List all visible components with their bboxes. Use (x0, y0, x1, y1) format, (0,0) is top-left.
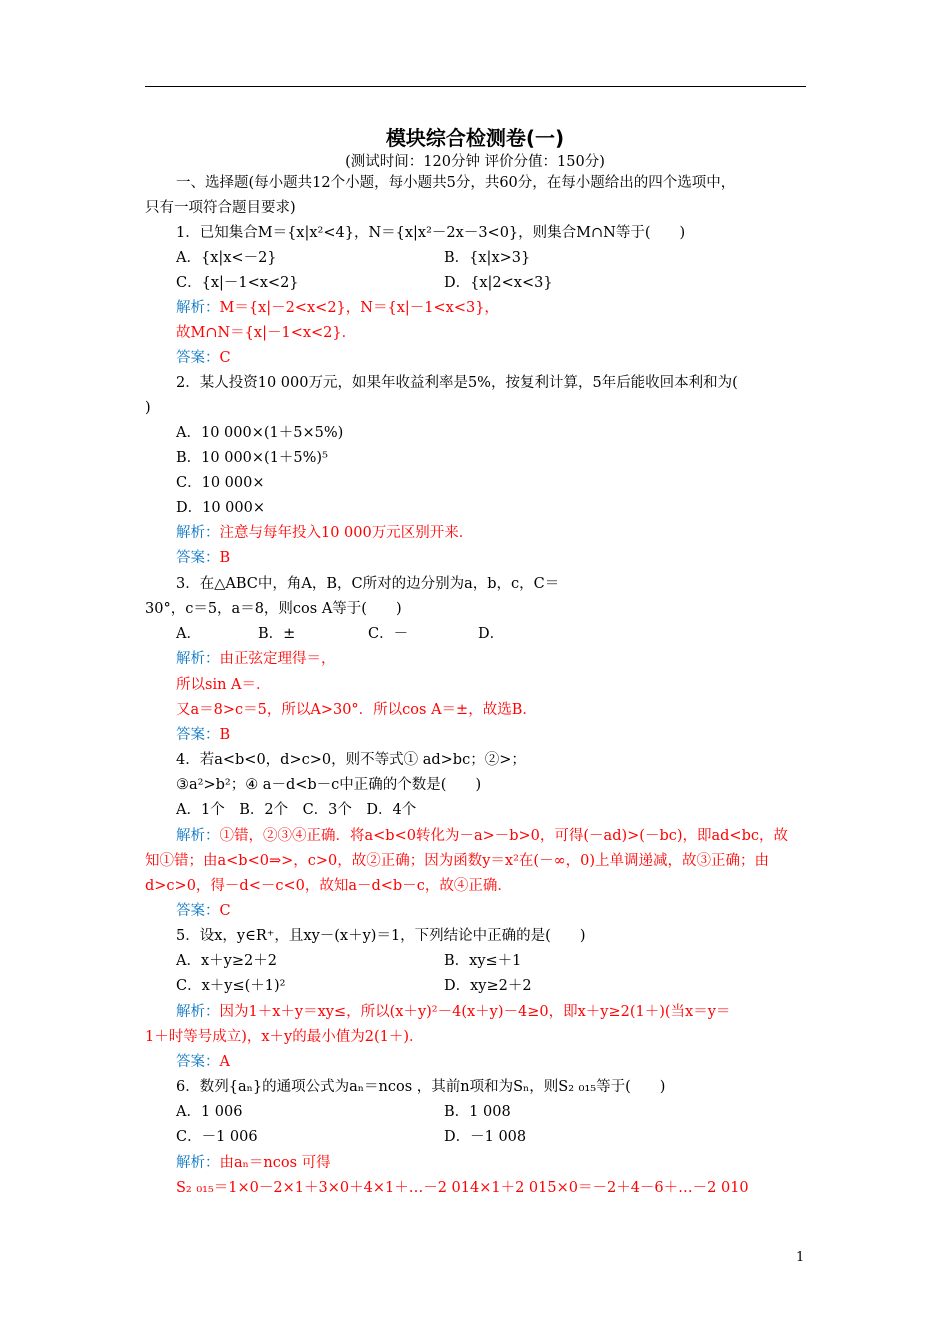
q4-stem: 4．若a<b<0，d>c>0，则不等式① ad>bc；②>； (176, 752, 526, 768)
q6-stem: 6．数列{aₙ}的通项公式为aₙ＝ncos ，其前n项和为Sₙ，则S₂ ₀₁₅等于( ) (176, 1079, 666, 1095)
q4-solution-cont: d>c>0，得－d<－c<0，故知a－d<b－c，故④正确． (145, 878, 512, 894)
q6-option-a: A．1 006 (176, 1104, 243, 1120)
q2-option-a: A．10 000×(1＋5×5%) (176, 425, 344, 441)
q3-solution-cont: 所以sin A＝． (176, 677, 271, 693)
q3-option-a: A． (176, 626, 201, 642)
q2-stem-cont: ) (145, 400, 151, 416)
solution-text: 因为1＋x＋y＝xy≤，所以(x＋y)²－4(x＋y)－4≥0，即x＋y≥2(1＋)(当x＝y＝ (219, 1004, 731, 1020)
answer-value: C (219, 350, 231, 366)
q3-solution (176, 649, 336, 669)
answer-value: C (219, 903, 231, 919)
q1-stem: 1．已知集合M＝{x|x²<4}，N＝{x|x²－2x－3<0}，则集合M∩N等于( ) (176, 225, 686, 241)
q5-stem: 5．设x，y∈R⁺，且xy－(x＋y)＝1，下列结论中正确的是( ) (176, 928, 586, 944)
q2-stem: 2．某人投资10 000万元，如果年收益利率是5%，按复利计算，5年后能收回本利和为( (176, 375, 738, 391)
q1-option-c: C．{x|－1<x<2} (176, 275, 299, 291)
answer-label: 答案： (176, 1054, 220, 1070)
q1-option-a: A．{x|x<－2} (176, 250, 277, 266)
answer-label: 答案： (176, 727, 220, 743)
solution-label: 解析： (176, 1004, 220, 1020)
solution-text: 由aₙ＝ncos 可得 (219, 1155, 331, 1171)
q3-option-c: C．－ (368, 626, 409, 642)
q1-solution-cont: 故M∩N＝{x|－1<x<2}． (176, 325, 357, 341)
q2-solution (176, 523, 473, 543)
solution-label: 解析： (176, 651, 220, 667)
q6-option-b: B．1 008 (444, 1104, 511, 1120)
q5-solution-cont: 1＋时等号成立)，x＋y的最小值为2(1＋)． (145, 1029, 424, 1045)
solution-label: 解析： (176, 1155, 220, 1171)
answer-value: B (219, 550, 231, 566)
answer-label: 答案： (176, 350, 220, 366)
solution-label: 解析： (176, 828, 220, 844)
solution-text: 由正弦定理得＝， (219, 651, 336, 667)
q5-option-d: D．xy≥2＋2 (444, 978, 532, 994)
q3-stem: 3．在△ABC中，角A，B，C所对的边分别为a，b，c，C＝ (176, 576, 560, 592)
q5-option-c: C．x＋y≤(＋1)² (176, 978, 286, 994)
q1-option-b: B．{x|x>3} (444, 250, 531, 266)
q3-solution-cont: 又a＝8>c＝5，所以A>30°．所以cos A＝±，故选B． (176, 702, 537, 718)
q5-solution (176, 1002, 730, 1022)
q1-option-d: D．{x|2<x<3} (444, 275, 553, 291)
q6-option-d: D．－1 008 (444, 1129, 527, 1145)
q4-solution (176, 826, 788, 846)
solution-text: M＝{x|－2<x<2}，N＝{x|－1<x<3}， (219, 300, 499, 316)
answer-label: 答案： (176, 903, 220, 919)
solution-text: 注意与每年投入10 000万元区别开来． (219, 525, 474, 541)
q2-answer (176, 548, 230, 568)
q3-option-d: D． (478, 626, 505, 642)
page-subtitle: (测试时间：120分钟 评价分值：150分) (345, 154, 605, 170)
q3-answer (176, 725, 230, 745)
q3-stem-cont: 30°，c＝5，a＝8，则cos A等于( ) (145, 601, 402, 617)
page-title: 模块综合检测卷(一) (385, 126, 565, 150)
q1-solution (176, 298, 499, 318)
q4-stem-cont: ③a²>b²；④ a－d<b－c中正确的个数是( ) (176, 777, 482, 793)
q6-solution (176, 1153, 331, 1173)
solution-label: 解析： (176, 300, 220, 316)
q5-option-b: B．xy≤＋1 (444, 953, 522, 969)
solution-text: ①错，②③④正确．将a<b<0转化为－a>－b>0，可得(－ad)>(－bc)，即ad<bc，故 (219, 828, 788, 844)
solution-label: 解析： (176, 525, 220, 541)
q2-option-c: C．10 000× (176, 475, 265, 491)
q1-answer (176, 348, 231, 368)
answer-value: A (219, 1054, 230, 1070)
q4-answer (176, 901, 231, 921)
section-heading-cont: 只有一项符合题目要求) (145, 200, 296, 216)
page-number: 1 (796, 1250, 805, 1265)
q6-option-c: C．－1 006 (176, 1129, 258, 1145)
q4-options: A．1个 B．2个 C．3个 D．4个 (176, 802, 417, 818)
header-rule (145, 86, 806, 87)
q2-option-b: B．10 000×(1＋5%)⁵ (176, 450, 328, 466)
q5-answer (176, 1052, 230, 1072)
section-heading: 一、选择题(每小题共12个小题，每小题共5分，共60分，在每小题给出的四个选项中， (176, 175, 736, 191)
answer-value: B (219, 727, 231, 743)
q4-solution-cont: 知①错；由a<b<0⇒>，c>0，故②正确；因为函数y＝x²在(－∞，0)上单调递减，故③正确；由 (145, 853, 770, 869)
q3-option-b: B．± (258, 626, 296, 642)
q5-option-a: A．x＋y≥2＋2 (176, 953, 277, 969)
q2-option-d: D．10 000× (176, 500, 266, 516)
q6-solution-cont: S₂ ₀₁₅＝1×0－2×1＋3×0＋4×1＋…－2 014×1＋2 015×0＝－2＋4－6＋…－2 010 (176, 1180, 749, 1196)
answer-label: 答案： (176, 550, 220, 566)
